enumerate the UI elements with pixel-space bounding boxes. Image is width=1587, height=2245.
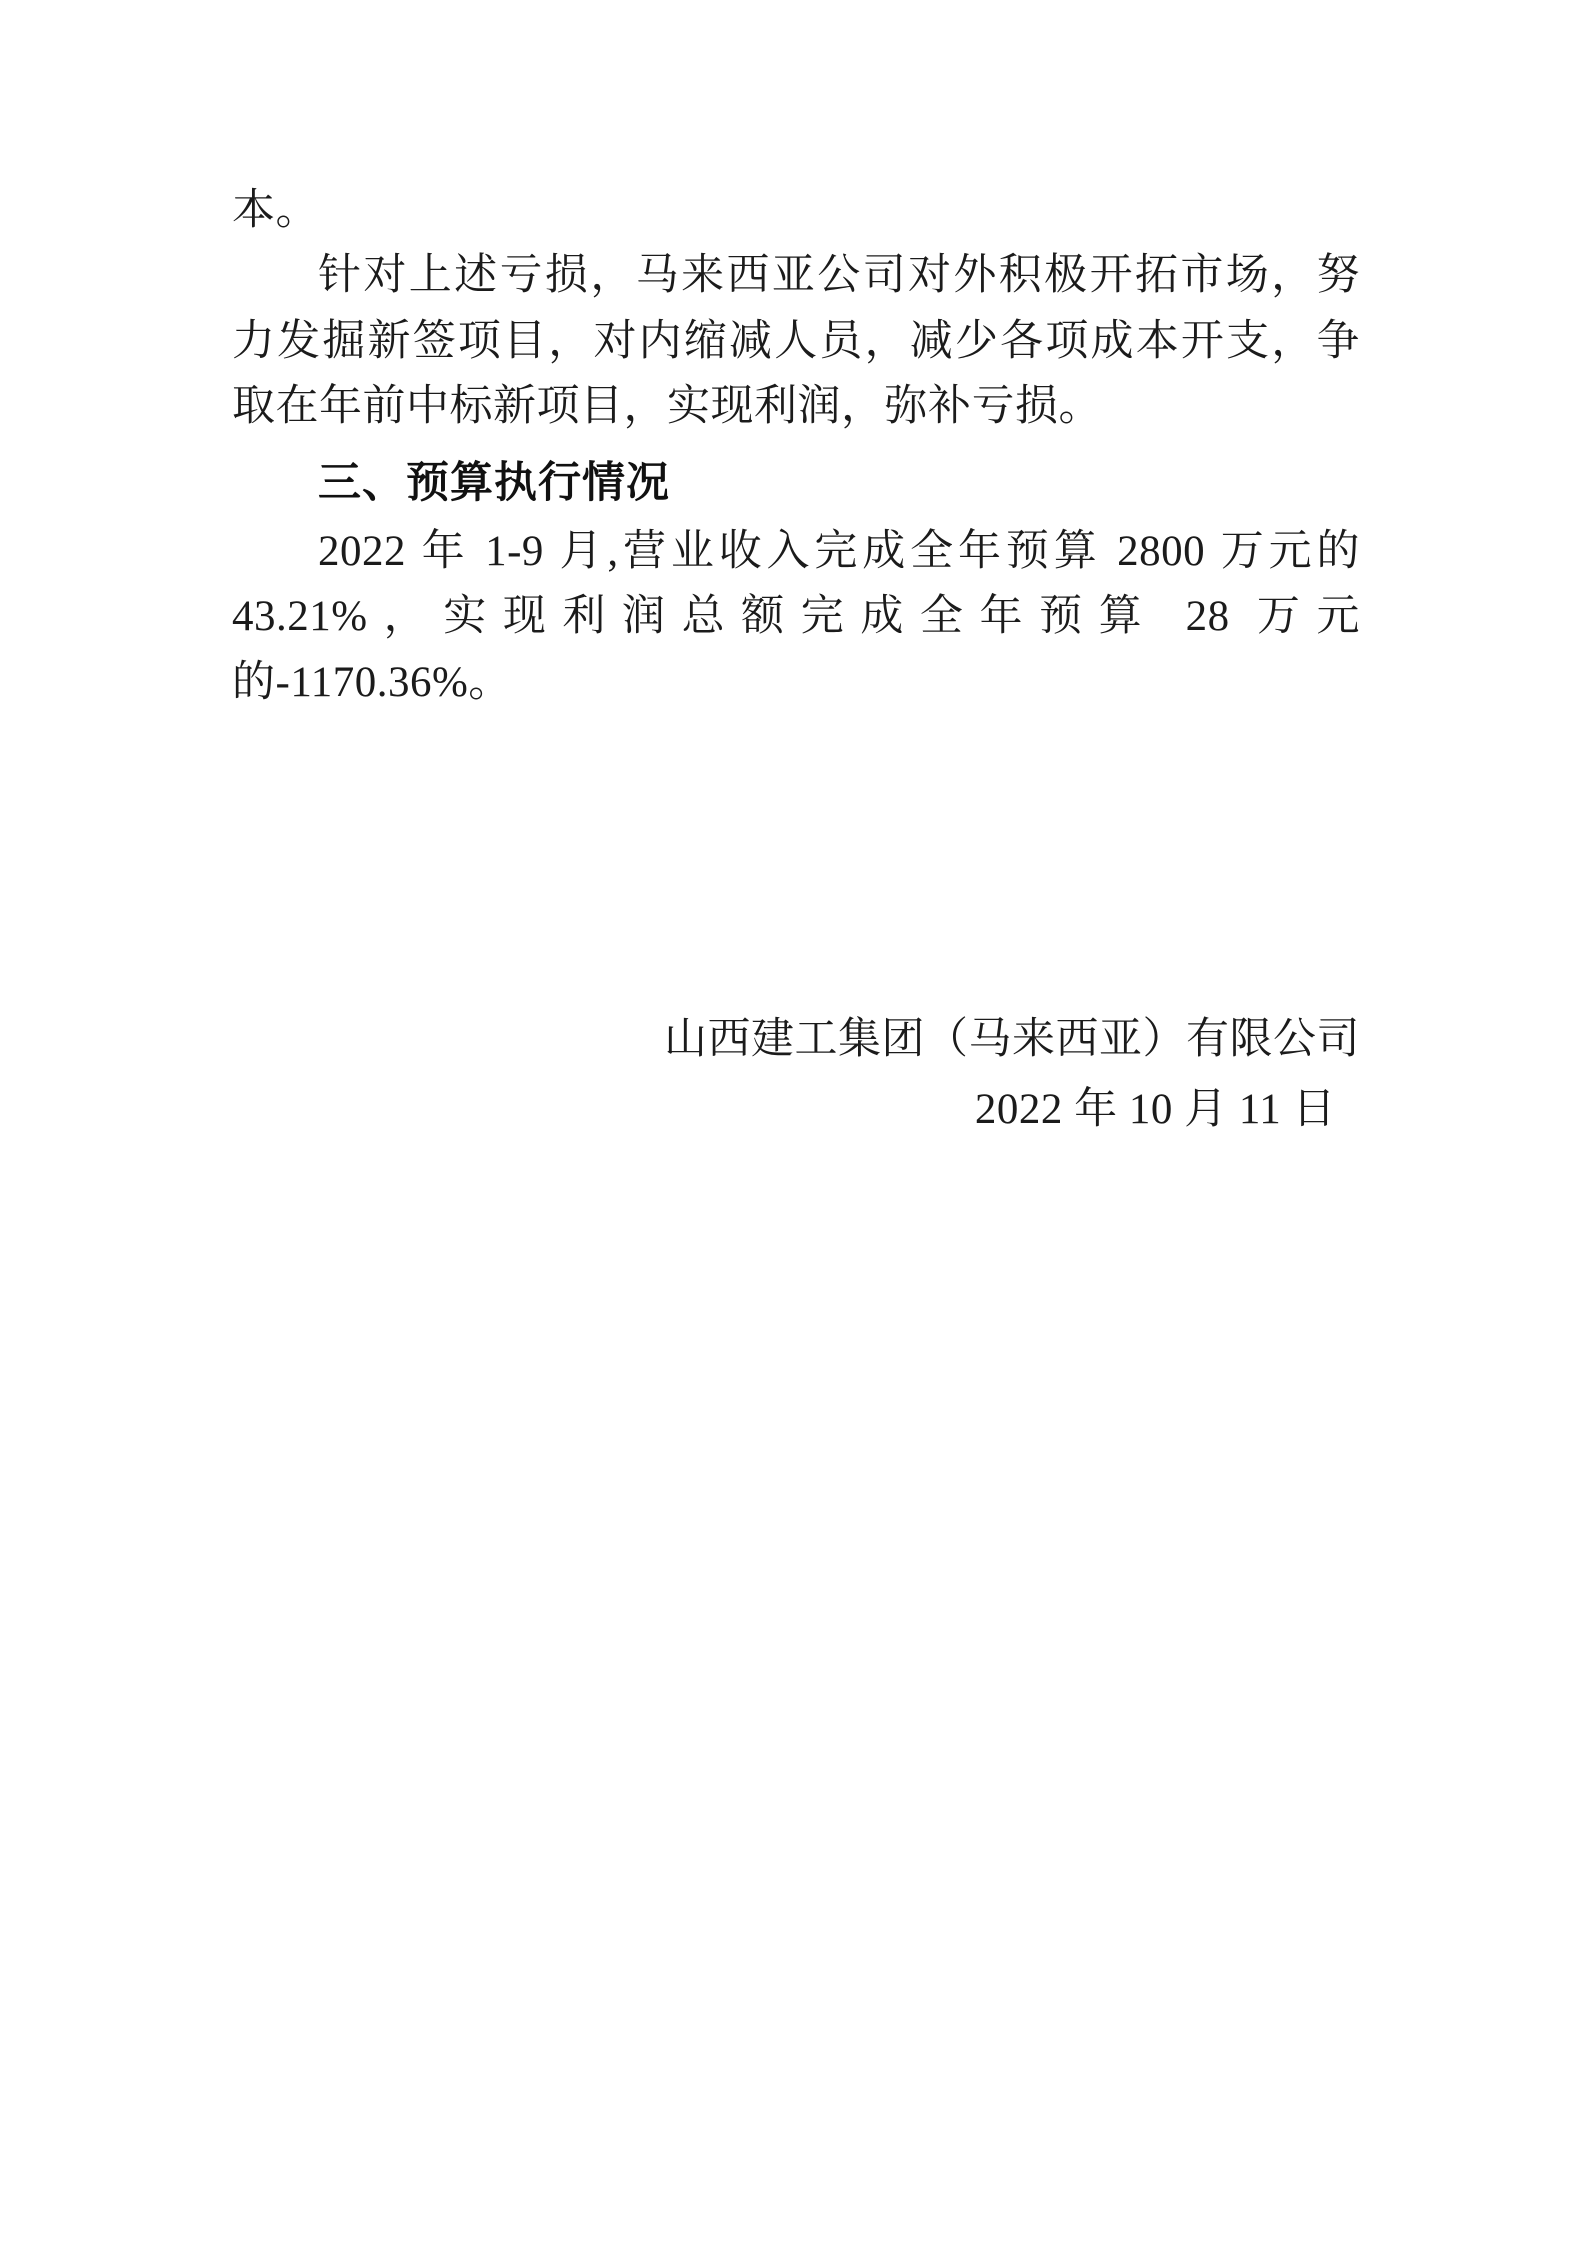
signature-block xyxy=(232,1005,1360,1144)
signature-date: 2022 年 10 月 11 日 xyxy=(974,1085,1336,1133)
document-body xyxy=(232,178,1360,715)
paragraph-spacer xyxy=(232,439,1360,445)
paragraph-budget-figures: 2022 年 1-9 月,营业收入完成全年预算 2800 万元的 43.21%，实现利润总额完成全年预算 28 万元的-1170.36%。 xyxy=(232,527,1360,706)
paragraph-loss-response: 针对上述亏损，马来西亚公司对外积极开拓市场，努力发掘新签项目，对内缩减人员，减少各项成本开支，争取在年前中标新项目，实现利润，弥补亏损。 xyxy=(232,252,1360,431)
signature-company: 山西建工集团（马来西亚）有限公司 xyxy=(664,1016,1360,1063)
section-heading-budget-execution: 三、预算执行情况 xyxy=(318,459,670,508)
continued-line: 本。 xyxy=(232,187,319,234)
